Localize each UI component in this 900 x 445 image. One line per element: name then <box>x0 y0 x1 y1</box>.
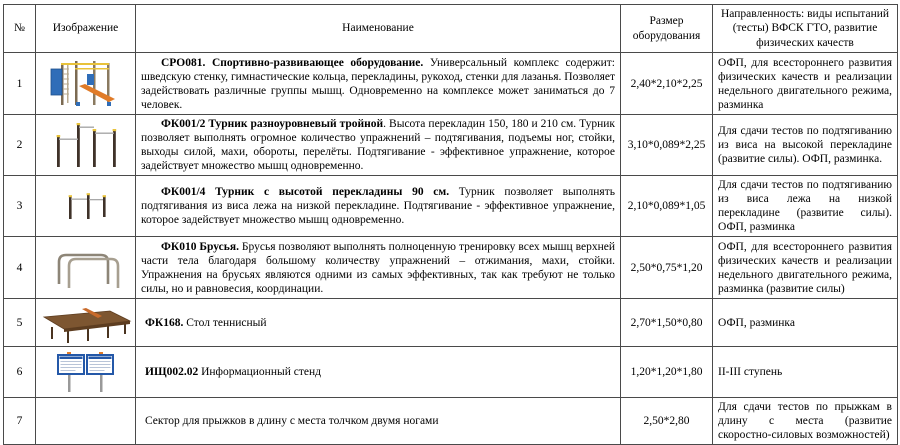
table-row <box>4 347 898 398</box>
item-code: ИЩ002.02 <box>145 366 199 379</box>
name-cell <box>136 299 621 347</box>
size-cell: 2,10*0,089*1,05 <box>621 176 713 237</box>
image-cell <box>36 237 136 299</box>
table-row <box>4 299 898 347</box>
name-cell <box>136 176 621 237</box>
triple-pullup-bar-image <box>41 117 131 173</box>
tennis-table-image <box>38 301 134 345</box>
row-number: 5 <box>4 299 36 347</box>
size-cell: 3,10*0,089*2,25 <box>621 115 713 176</box>
size-cell: 1,20*1,20*1,80 <box>621 347 713 398</box>
name-cell <box>136 347 621 398</box>
direction-cell: Для сдачи тестов по прыжкам в длину с места (развитие скоростно-силовых возможностей) <box>713 398 898 445</box>
parallel-bars-image <box>41 242 131 294</box>
header-name: Наименование <box>136 5 621 53</box>
row-number: 4 <box>4 237 36 299</box>
item-code: ФК168. <box>145 316 184 329</box>
direction-cell: II-III ступень <box>713 347 898 398</box>
sports-complex-image <box>41 55 131 113</box>
item-description: Турник позволяет выполнять подтягивания из виса лежа на низкой перекладине. Подтягивание - эффективное упражнение, которое задействует множество мышц одновременно. <box>141 186 615 227</box>
size-cell: 2,50*2,80 <box>621 398 713 445</box>
size-cell: 2,40*2,10*2,25 <box>621 53 713 115</box>
item-description: Сектор для прыжков в длину с места толчком двумя ногами <box>145 415 439 428</box>
direction-cell: ОФП, для всестороннего развития физических качеств и реализации недельного двигательного режима, разминка <box>713 53 898 115</box>
item-code: ФК001/2 Турник разноуровневый тройной <box>161 118 384 131</box>
item-code: ФК010 Брусья. <box>161 240 239 253</box>
image-cell <box>36 53 136 115</box>
direction-cell: ОФП, для всестороннего развития физических качеств и реализации недельного двигательного режима, разминка (развитие силы) <box>713 237 898 299</box>
row-number: 1 <box>4 53 36 115</box>
image-cell-empty <box>36 398 136 445</box>
header-size: Размер оборудования <box>621 5 713 53</box>
name-cell <box>136 237 621 299</box>
direction-cell: Для сдачи тестов по подтягиванию из виса лежа на низкой перекладине (развитие силы). ОФП, разминка <box>713 176 898 237</box>
image-cell <box>36 347 136 398</box>
name-cell <box>136 53 621 115</box>
header-direction: Направленность: виды испытаний (тесты) ВФСК ГТО, развитие физических качеств <box>713 5 898 53</box>
low-pullup-bar-image <box>41 187 131 225</box>
item-code: ФК001/4 Турник с высотой перекладины 90 см. <box>161 186 450 199</box>
row-number: 6 <box>4 347 36 398</box>
header-image: Изображение <box>36 5 136 53</box>
name-cell <box>136 115 621 176</box>
table-row <box>4 176 898 237</box>
name-cell <box>136 398 621 445</box>
table-row <box>4 398 898 445</box>
size-cell: 2,50*0,75*1,20 <box>621 237 713 299</box>
image-cell <box>36 299 136 347</box>
row-number: 2 <box>4 115 36 176</box>
direction-cell: ОФП, разминка <box>713 299 898 347</box>
table-row <box>4 115 898 176</box>
info-stand-image <box>46 348 126 396</box>
item-code: СРО081. Спортивно-развивающее оборудование. <box>161 56 424 69</box>
row-number: 7 <box>4 398 36 445</box>
direction-cell: Для сдачи тестов по подтягиванию из виса на высокой перекладине (развитие силы). ОФП, разминка. <box>713 115 898 176</box>
item-description: Универсальный комплекс содержит: шведскую стенку, гимнастические кольца, перекладины, рукоход, стенки для лазанья. Позволяет задействовать различные группы мышц. Одновременно на комплексе может заниматься до 7 человек. <box>141 56 615 111</box>
equipment-table <box>3 4 898 445</box>
table-row <box>4 237 898 299</box>
size-cell: 2,70*1,50*0,80 <box>621 299 713 347</box>
table-row <box>4 53 898 115</box>
item-description: Стол теннисный <box>183 316 267 329</box>
header-num: № <box>4 5 36 53</box>
image-cell <box>36 176 136 237</box>
image-cell <box>36 115 136 176</box>
item-description: Брусья позволяют выполнять полноценную тренировку всех мышц верхней части тела благодаря большому количеству упражнений – отжимания, махи, стойки. Упражнения на брусьях являются одними из самых эффективных, так как требуют не только силы, но и равновесия, координации. <box>141 240 615 295</box>
item-description: . Высота перекладин 150, 180 и 210 см. Турник позволяет выполнять огромное количество упражнений – подтягивания, подъемы ног, стойки, выходы силой, махи, обороты, перелёты. Подтягивание - эффективное упражнение, которое задействует множество мышц одновременно. <box>141 118 615 173</box>
item-description: Информационный стенд <box>198 366 321 379</box>
table-header-row <box>4 5 898 53</box>
row-number: 3 <box>4 176 36 237</box>
